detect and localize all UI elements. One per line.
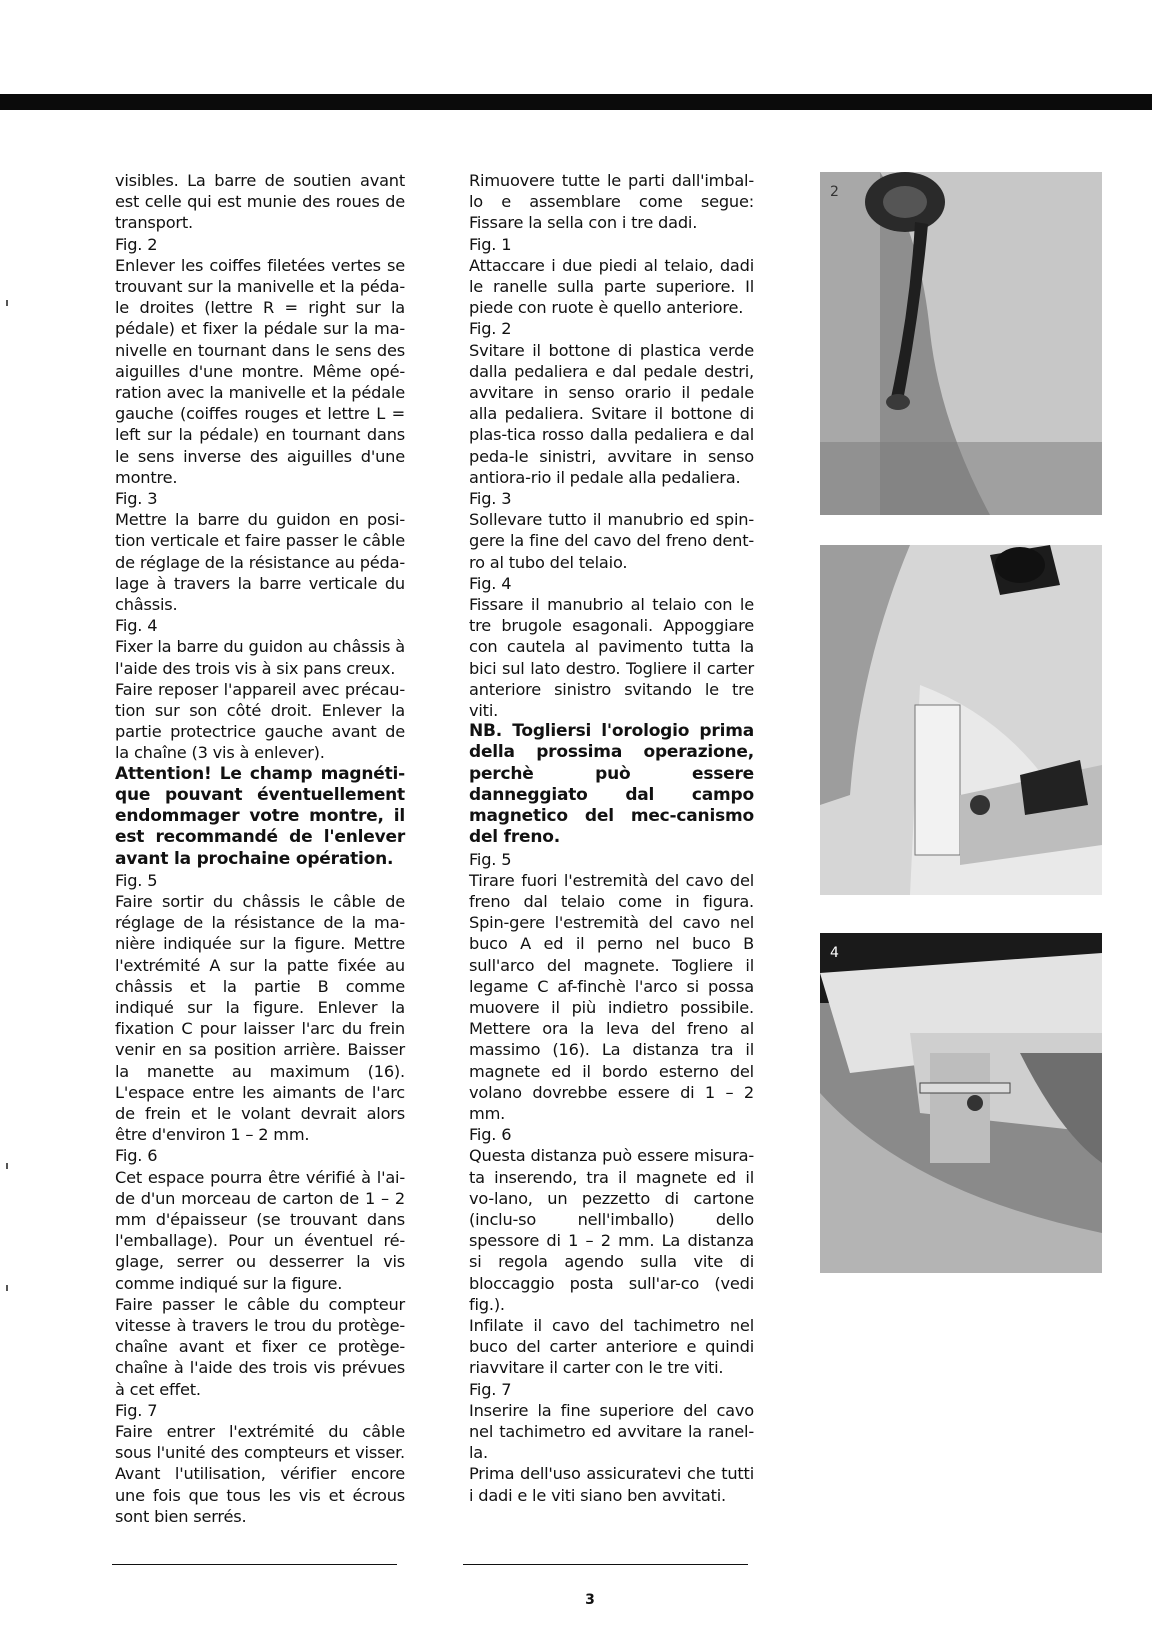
instruction-paragraph: Mettre la barre du guidon en posi-tion verticale et faire passer le câble de réglage de la résistance au péda-lage à travers la barre verticale du châssis. <box>115 510 405 615</box>
footer-rule-right <box>463 1564 748 1565</box>
instruction-paragraph: Tirare fuori l'estremità del cavo del freno dal telaio come in figura. Spin-gere l'estremità del cavo nel buco A ed il perno nel buco B sull'arco del magnete. Togliere il legame C af-finchè l'arco si possa muovere il più indietro possibile. Mettere ora la leva del freno al massimo (16). La distanza tra il magnete ed il bordo esterno del volano dovrebbe essere di 1 – 2 mm. <box>469 870 754 1123</box>
warning-paragraph: Attention! Le champ magnéti-que pouvant éventuellement endommager votre montre, il est recommandé de l'enlever avant la prochaine opération. <box>115 763 405 869</box>
figure-reference: Fig. 4 <box>469 573 512 593</box>
instruction-paragraph: Faire reposer l'appareil avec précau-tion sur son côté droit. Enlever la partie protectrice gauche avant de la chaîne (3 vis à enlever). <box>115 679 405 763</box>
photo-number: 4 <box>830 945 839 961</box>
figure-reference: Fig. 3 <box>469 489 512 509</box>
instruction-paragraph: Faire entrer l'extrémité du câble sous l'unité des compteurs et visser. Avant l'utilisation, vérifier encore une fois que tous les vis et écrous sont bien serrés. <box>115 1421 405 1526</box>
french-column <box>115 170 405 1527</box>
instruction-paragraph: Svitare il bottone di plastica verde dalla pedaliera e dal pedale destri, avvitare in senso orario il pedale alla pedaliera. Svitare il bottone di plas-tica rosso dalla pedaliera e dal peda-le sinistri, avvitare in senso antiora-rio il pedale alla pedaliera. <box>469 340 754 487</box>
italian-column <box>469 170 754 1506</box>
scan-speck <box>6 300 8 306</box>
warning-paragraph: NB. Togliersi l'orologio prima della prossima operazione, perchè può essere danneggiato dal campo magnetico del mec-canismo del freno. <box>469 721 754 848</box>
instruction-paragraph: Fixer la barre du guidon au châssis à l'aide des trois vis à six pans creux. <box>115 637 405 678</box>
instruction-paragraph: Prima dell'uso assicuratevi che tutti i dadi e le viti siano ben avvitati. <box>469 1464 754 1505</box>
page-number: 3 <box>585 1592 595 1608</box>
photo-handlebar-post <box>820 545 1102 895</box>
figure-reference: Fig. 5 <box>469 849 512 869</box>
photo-number: 2 <box>830 184 839 200</box>
instruction-paragraph: Enlever les coiffes filetées vertes se trouvant sur la manivelle et la péda-le droites (lettre R = right sur la pédale) et fixer la pédale sur la ma-nivelle en tournant dans le sens des aiguilles d'une montre. Même opé-ration avec la manivelle et la pédale gauche (coiffes rouges et lettre L = left sur la pédale) en tournant dans le sens inverse des aiguilles d'une montre. <box>115 255 405 487</box>
instruction-paragraph: Cet espace pourra être vérifié à l'ai-de d'un morceau de carton de 1 – 2 mm d'épaisseur (se trouvant dans l'emballage). Pour un éventuel ré-glage, serrer ou desserrer la vis comme indiqué sur la figure. <box>115 1167 405 1293</box>
instruction-paragraph: Rimuovere tutte le parti dall'imbal-lo e assemblare come segue: Fissare la sella con i tre dadi. <box>469 171 754 233</box>
figure-reference: Fig. 7 <box>469 1379 512 1399</box>
instruction-paragraph: Sollevare tutto il manubrio ed spin-gere la fine del cavo del freno dent-ro al tubo del telaio. <box>469 510 754 572</box>
figure-reference: Fig. 2 <box>115 234 158 254</box>
top-black-rule <box>0 94 1152 110</box>
figure-reference: Fig. 1 <box>469 234 512 254</box>
instruction-paragraph: Inserire la fine superiore del cavo nel tachimetro ed avvitare la ranel-la. <box>469 1400 754 1463</box>
instruction-paragraph: Attaccare i due piedi al telaio, dadi le ranelle sulla parte superiore. Il piede con ruote è quello anteriore. <box>469 255 754 318</box>
scan-speck <box>6 1285 8 1291</box>
figure-reference: Fig. 5 <box>115 870 158 890</box>
figure-reference: Fig. 2 <box>469 319 512 339</box>
instruction-paragraph: visibles. La barre de soutien avant est celle qui est munie des roues de transport. <box>115 171 405 233</box>
figure-reference: Fig. 6 <box>115 1146 158 1166</box>
figure-reference: Fig. 3 <box>115 489 158 509</box>
footer-rule-left <box>112 1564 397 1565</box>
scan-speck <box>6 1163 8 1169</box>
figure-reference: Fig. 7 <box>115 1400 158 1420</box>
figure-reference: Fig. 6 <box>469 1125 512 1145</box>
photo-brake-magnet <box>820 933 1102 1273</box>
instruction-paragraph: Infilate il cavo del tachimetro nel buco del carter anteriore e quindi riavvitare il carter con le tre viti. <box>469 1315 754 1378</box>
figure-reference: Fig. 4 <box>115 616 158 636</box>
instruction-paragraph: Fissare il manubrio al telaio con le tre brugole esagonali. Appoggiare con cautela al pavimento tutta la bici sul lato destro. Togliere il carter anteriore sinistro svitando le tre viti. <box>469 595 754 721</box>
instruction-paragraph: Questa distanza può essere misura-ta inserendo, tra il magnete ed il vo-lano, un pezzetto di cartone (inclu-so nell'imballo) dello spessore di 1 – 2 mm. La distanza si regola agendo sulla vite di bloccaggio posta sull'ar-co (vedi fig.). <box>469 1146 754 1314</box>
instruction-paragraph: Faire passer le câble du compteur vitesse à travers le trou du protège-chaîne avant et fixer ce protège-chaîne à l'aide des trois vis prévues à cet effet. <box>115 1294 405 1399</box>
photo-pedal-crank <box>820 172 1102 515</box>
instruction-paragraph: Faire sortir du châssis le câble de réglage de la résistance de la ma-nière indiquée sur la figure. Mettre l'extrémité A sur la patte fixée au châssis et la partie B comme indiqué sur la figure. Enlever la fixation C pour laisser l'arc du frein venir en sa position arrière. Baisser la manette au maximum (16). L'espace entre les aimants de l'arc de frein et le volant devrait alors être d'environ 1 – 2 mm. <box>115 891 405 1145</box>
